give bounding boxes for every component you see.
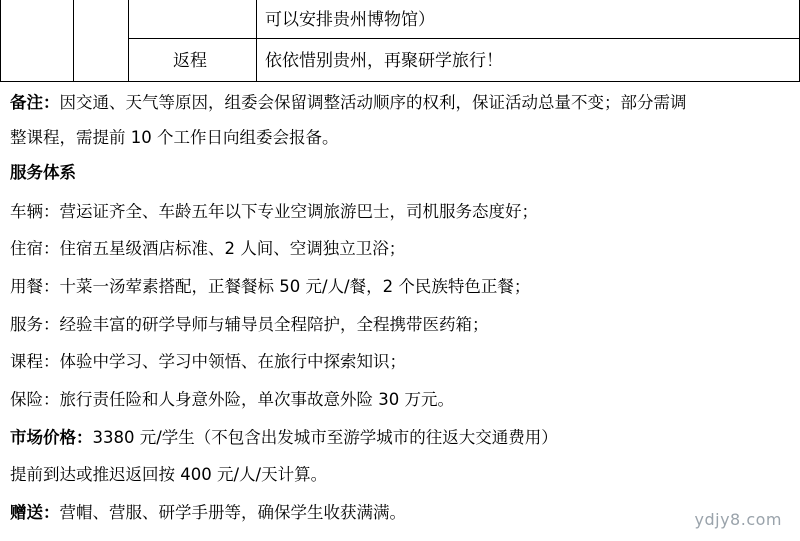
lodging-line: 住宿：住宿五星级酒店标准、2 人间、空调独立卫浴；: [10, 239, 406, 258]
service-heading: 服务体系: [10, 163, 76, 182]
table-divider: [256, 0, 257, 82]
table-border-left: [0, 0, 1, 82]
watermark: ydjy8.com: [694, 510, 782, 529]
remark-line: [10, 92, 687, 114]
itinerary-table: [0, 0, 800, 82]
table-cell-detail: 可以安排贵州博物馆）: [265, 10, 435, 30]
vehicle-line: 车辆：营运证齐全、车龄五年以下专业空调旅游巴士，司机服务态度好；: [10, 202, 538, 221]
remark-text: 因交通、天气等原因，组委会保留调整活动顺序的权利，保证活动总量不变；部分需调: [59, 93, 687, 112]
price-note: 提前到达或推迟返回按 400 元/人/天计算。: [10, 465, 328, 484]
table-divider: [128, 0, 129, 82]
price-line: [10, 427, 558, 449]
price-text: 3380 元/学生（不包含出发城市至游学城市的往返大交通费用）: [92, 428, 558, 447]
table-cell-detail: 依依惜别贵州，再聚研学旅行！: [265, 51, 503, 71]
insurance-line: 保险：旅行责任险和人身意外险，单次事故意外险 30 万元。: [10, 390, 454, 409]
table-divider: [73, 0, 74, 82]
price-label: 市场价格：: [10, 428, 93, 447]
table-cell-day-label: 返程: [173, 51, 207, 71]
meals-line: 用餐：十菜一汤荤素搭配，正餐餐标 50 元/人/餐，2 个民族特色正餐；: [10, 277, 531, 296]
gift-text: 营帽、营服、研学手册等，确保学生收获满满。: [59, 503, 406, 522]
table-row-divider: [128, 38, 800, 39]
remark-continuation: 整课程，需提前 10 个工作日向组委会报备。: [10, 128, 339, 147]
course-line: 课程：体验中学习、学习中领悟、在旅行中探索知识；: [10, 352, 406, 371]
gift-line: [10, 502, 406, 524]
remark-label: 备注：: [10, 93, 60, 112]
table-border-bottom: [0, 81, 800, 82]
service-line: 服务：经验丰富的研学导师与辅导员全程陪护，全程携带医药箱；: [10, 315, 489, 334]
gift-label: 赠送：: [10, 503, 60, 522]
